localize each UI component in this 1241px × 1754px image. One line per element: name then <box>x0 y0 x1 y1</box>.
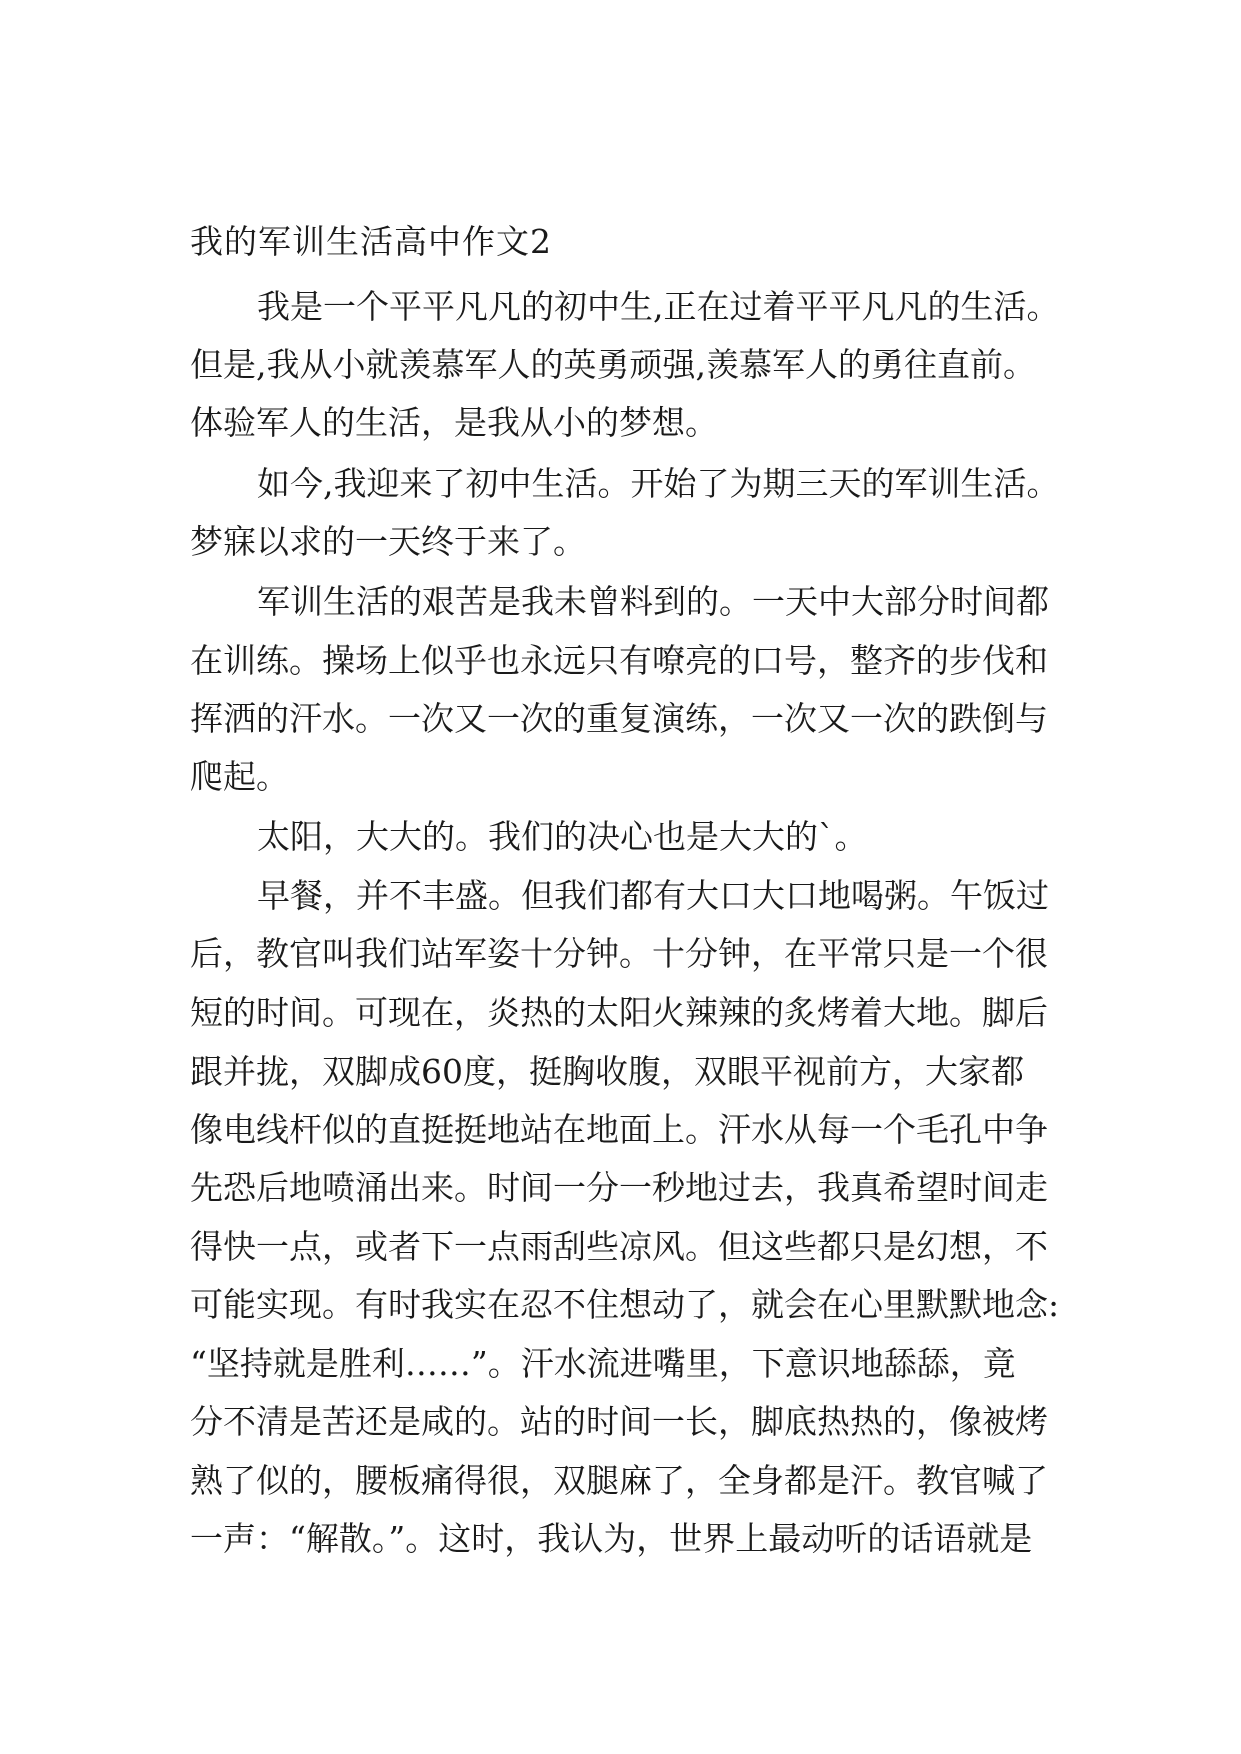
document-title: 我的军训生活高中作文2 <box>190 222 552 261</box>
paragraph-line: 分不清是苦还是咸的。站的时间一长，脚底热热的，像被烤 <box>190 1402 1048 1441</box>
paragraph-line: 一声：“解散。”。这时，我认为，世界上最动听的话语就是 <box>190 1519 1033 1558</box>
paragraph-line: 可能实现。有时我实在忍不住想动了，就会在心里默默地念: <box>190 1285 1060 1324</box>
paragraph-line: 太阳，大大的。我们的决心也是大大的`。 <box>257 817 868 856</box>
paragraph-line: 得快一点，或者下一点雨刮些凉风。但这些都只是幻想，不 <box>190 1227 1048 1266</box>
paragraph-line: 但是,我从小就羡慕军人的英勇顽强,羡慕军人的勇往直前。 <box>190 345 1036 384</box>
paragraph-line: 体验军人的生活，是我从小的梦想。 <box>190 403 718 442</box>
paragraph-line: 我是一个平平凡凡的初中生,正在过着平平凡凡的生活。 <box>257 287 1060 326</box>
paragraph-line: 军训生活的艰苦是我未曾料到的。一天中大部分时间都 <box>257 582 1049 621</box>
paragraph-line: 梦寐以求的一天终于来了。 <box>190 522 586 561</box>
paragraph-line: 熟了似的，腰板痛得很，双腿麻了，全身都是汗。教官喊了 <box>190 1461 1048 1500</box>
paragraph-line: 后，教官叫我们站军姿十分钟。十分钟，在平常只是一个很 <box>190 934 1048 973</box>
paragraph-line: 像电线杆似的直挺挺地站在地面上。汗水从每一个毛孔中争 <box>190 1110 1048 1149</box>
paragraph-line: “坚持就是胜利……”。汗水流进嘴里，下意识地舔舔，竟 <box>190 1344 1016 1383</box>
paragraph-line: 爬起。 <box>190 757 289 796</box>
paragraph-line: 在训练。操场上似乎也永远只有嘹亮的口号，整齐的步伐和 <box>190 641 1048 680</box>
paragraph-line: 早餐，并不丰盛。但我们都有大口大口地喝粥。午饭过 <box>257 876 1049 915</box>
paragraph-line: 如今,我迎来了初中生活。开始了为期三天的军训生活。 <box>257 464 1060 503</box>
paragraph-line: 先恐后地喷涌出来。时间一分一秒地过去，我真希望时间走 <box>190 1168 1048 1207</box>
paragraph-line: 跟并拢，双脚成60度，挺胸收腹，双眼平视前方，大家都 <box>190 1052 1024 1091</box>
paragraph-line: 短的时间。可现在，炎热的太阳火辣辣的炙烤着大地。脚后 <box>190 993 1048 1032</box>
paragraph-line: 挥洒的汗水。一次又一次的重复演练，一次又一次的跌倒与 <box>190 699 1048 738</box>
